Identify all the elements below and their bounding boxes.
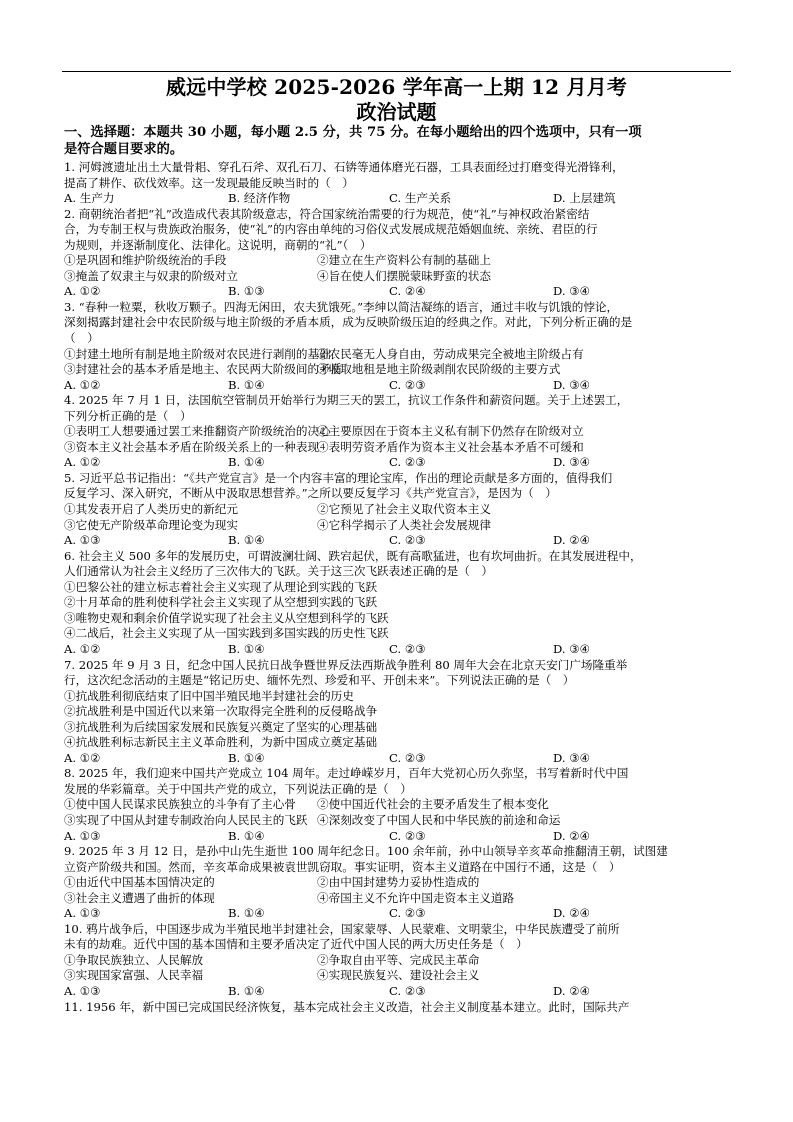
answer-choices [64, 829, 736, 845]
answer-choice-d[interactable]: D. ③④ [553, 455, 591, 470]
statement-row [64, 440, 736, 456]
statement-item: ③唯物史观和剩余价值学说实现了社会主义从空想到科学的飞跃 [64, 610, 389, 625]
statement-item: ②由中国封建势力妥协性造成的 [317, 875, 480, 890]
answer-choice-c[interactable]: C. ②③ [389, 377, 426, 392]
statement-item: ②十月革命的胜利使科学社会主义实现了从空想到实践的飞跃 [64, 595, 378, 610]
answer-choice-c[interactable]: C. ②③ [389, 641, 426, 656]
statement-row [64, 502, 736, 518]
question-3 [64, 300, 736, 393]
answer-choices [64, 191, 736, 207]
section-heading [64, 124, 736, 158]
question-stem-line: 8. 2025 年，我们迎来中国共产党成立 104 周年。走过峥嵘岁月，百年大党初心历久弥坚，书写着新时代中国 [64, 766, 629, 781]
question-2 [64, 207, 736, 300]
statement-row [64, 424, 736, 440]
question-7 [64, 658, 736, 767]
question-11 [64, 1000, 736, 1016]
statement-item: ②使中国近代社会的主要矛盾发生了根本变化 [317, 797, 549, 812]
statement-item: ③资本主义社会基本矛盾在阶级关系上的一种表现 [64, 439, 320, 454]
answer-choice-a[interactable]: A. 生产力 [64, 191, 115, 206]
statement-row [64, 626, 736, 642]
question-stem-line: 1. 河姆渡遗址出土大量骨耜、穿孔石斧、双孔石刀、石锛等通体磨光石器，工具表面经过打磨变得光滑锋利， [64, 160, 624, 174]
question-4 [64, 393, 736, 471]
statement-item: ④它科学揭示了人类社会发展规律 [317, 517, 491, 532]
answer-choice-b[interactable]: B. ①④ [228, 983, 265, 998]
answer-choice-b[interactable]: B. ①④ [228, 750, 265, 765]
statement-item: ②建立在生产资料公有制的基础上 [317, 253, 491, 268]
statement-row [64, 704, 736, 720]
answer-choices [64, 751, 736, 767]
statement-item: ③掩盖了奴隶主与奴隶的阶级对立 [64, 268, 238, 283]
question-stem-line: 立资产阶级共和国。然而，辛亥革命成果被袁世凯窃取。事实证明，资本主义道路在中国行不通，这是（ ） [64, 859, 621, 874]
statement-item: ③实现国家富强、人民幸福 [64, 968, 204, 983]
answer-choice-b[interactable]: B. ①④ [228, 377, 265, 392]
answer-choice-c[interactable]: C. ②③ [389, 455, 426, 470]
answer-choice-a[interactable]: A. ①③ [64, 906, 101, 921]
answer-choice-c[interactable]: C. ②③ [389, 983, 426, 998]
statement-item: ①表明工人想要通过罢工来推翻资产阶级统治的决心 [64, 424, 331, 439]
statement-item: ④旨在使人们摆脱蒙昧野蛮的状态 [317, 268, 491, 283]
answer-choice-c[interactable]: C. ②③ [389, 533, 426, 548]
question-stem-line: 2. 商朝统治者把“礼”改造成代表其阶级意志，符合国家统治需要的行为规范，使“礼”与神权政治紧密结 [64, 206, 590, 221]
statement-row [64, 735, 736, 751]
statement-item: ③实现了中国从封建专制政治向人民民主的飞跃 [64, 812, 308, 827]
answer-choice-a[interactable]: A. ①② [64, 377, 101, 392]
question-stem-line: 4. 2025 年 7 月 1 日，法国航空管制员开始举行为期三天的罢工，抗议工作条件和薪资问题。关于上述罢工， [64, 393, 629, 408]
answer-choice-b[interactable]: B. ①④ [228, 641, 265, 656]
statement-row [64, 347, 736, 363]
statement-item: ③抗战胜利为后续国家发展和民族复兴奠定了坚实的心理基础 [64, 719, 378, 734]
question-stem-line: 人们通常认为社会主义经历了三次伟大的飞跃。关于这三次飞跃表述正确的是（ ） [64, 564, 493, 579]
statement-row [64, 518, 736, 534]
answer-choice-d[interactable]: D. ③④ [553, 750, 591, 765]
question-stem-line: 6. 社会主义 500 多年的发展历史，可谓波澜壮阔、跌宕起伏，既有高歌猛进，也有坎坷曲折。在其发展进程中， [64, 548, 642, 563]
statement-item: ②争取自由平等、完成民主革命 [317, 952, 480, 967]
exam-title: 威远中学校 2025-2026 学年高一上期 12 月月考 [165, 75, 628, 99]
statement-row [64, 362, 736, 378]
question-list [64, 160, 736, 1015]
answer-choice-d[interactable]: D. 上层建筑 [553, 191, 616, 206]
question-stem-line: 深刻揭露封建社会中农民阶级与地主阶级的矛盾本质，成为反映阶级压迫的经典之作。对此，下列分析正确的是 [64, 315, 633, 330]
answer-choice-b[interactable]: B. ①④ [228, 533, 265, 548]
statement-item: ①抗战胜利彻底结束了旧中国半殖民地半封建社会的历史 [64, 688, 354, 703]
answer-choices [64, 378, 736, 394]
answer-choice-c[interactable]: C. ②③ [389, 906, 426, 921]
statement-row [64, 953, 736, 969]
statement-row [64, 875, 736, 891]
question-stem-line: 5. 习近平总书记指出：“《共产党宣言》是一个内容丰富的理论宝库，作出的理论贡献是多方面的，值得我们 [64, 470, 613, 485]
answer-choice-a[interactable]: A. ①② [64, 750, 101, 765]
answer-choices [64, 455, 736, 471]
section-heading-line: 是符合题目要求的。 [64, 142, 184, 157]
answer-choice-b[interactable]: B. ①④ [228, 906, 265, 921]
question-9 [64, 844, 736, 922]
statement-item: ②主要原因在于资本主义私有制下仍然存在阶级对立 [317, 424, 584, 439]
answer-choice-a[interactable]: A. ①② [64, 641, 101, 656]
statement-item: ①使中国人民谋求民族独立的斗争有了主心骨 [64, 797, 296, 812]
answer-choice-d[interactable]: D. ②④ [553, 906, 591, 921]
answer-choice-d[interactable]: D. ②④ [553, 983, 591, 998]
question-stem-line: 行，这次纪念活动的主题是“铭记历史、缅怀先烈、珍爱和平、开创未来”。下列说法正确的是（ ） [64, 673, 575, 688]
statement-row [64, 689, 736, 705]
answer-choice-a[interactable]: A. ①③ [64, 983, 101, 998]
statement-item: ①巴黎公社的建立标志着社会主义实现了从理论到实践的飞跃 [64, 579, 378, 594]
statement-item: ④实现民族复兴、建设社会主义 [317, 968, 480, 983]
statement-row [64, 611, 736, 627]
statement-item: ④帝国主义不允许中国走资本主义道路 [317, 890, 515, 905]
answer-choices [64, 642, 736, 658]
answer-choice-a[interactable]: A. ①② [64, 284, 101, 299]
question-stem-line: 3. “春种一粒粟，秋收万颗子。四海无闲田，农夫犹饿死。”李绅以简洁凝练的语言，通过丰收与饥饿的悖论， [64, 299, 619, 314]
question-5 [64, 471, 736, 549]
question-1 [64, 160, 736, 207]
question-8 [64, 766, 736, 844]
answer-choice-a[interactable]: A. ①② [64, 455, 101, 470]
statement-row [64, 720, 736, 736]
answer-choice-a[interactable]: A. ①③ [64, 828, 101, 843]
statement-item: ②它预见了社会主义取代资本主义 [317, 502, 491, 517]
statement-row [64, 968, 736, 984]
question-stem-line: 下列分析正确的是（ ） [64, 408, 192, 423]
answer-choice-b[interactable]: B. 经济作物 [228, 191, 291, 206]
question-stem-line: （ ） [64, 331, 99, 346]
statement-item: ③封建社会的基本矛盾是地主、农民两大阶级间的矛盾 [64, 362, 343, 377]
answer-choice-d[interactable]: D. ③④ [553, 641, 591, 656]
statement-row [64, 813, 736, 829]
question-stem-line: 7. 2025 年 9 月 3 日，纪念中国人民抗日战争暨世界反法西斯战争胜利 80 周年大会在北京天安门广场隆重举 [64, 657, 628, 672]
statement-item: ③它使无产阶级革命理论变为现实 [64, 517, 238, 532]
statement-item: ①封建土地所有制是地主阶级对农民进行剥削的基础 [64, 346, 331, 361]
statement-row [64, 797, 736, 813]
statement-row [64, 891, 736, 907]
answer-choices [64, 284, 736, 300]
statement-item: ②抗战胜利是中国近代以来第一次取得完全胜利的反侵略战争 [64, 704, 378, 719]
question-stem-line: 未有的劫难。近代中国的基本国情和主要矛盾决定了近代中国人民的两大历史任务是（ ） [64, 937, 528, 952]
answer-choice-c[interactable]: C. ②③ [389, 828, 426, 843]
header-rule [62, 71, 731, 72]
answer-choices [64, 906, 736, 922]
statement-item: ①争取民族独立、人民解放 [64, 952, 204, 967]
statement-item: ②农民毫无人身自由，劳动成果完全被地主阶级占有 [317, 346, 584, 361]
question-6 [64, 549, 736, 658]
exam-subtitle: 政治试题 [356, 100, 437, 124]
answer-choice-b[interactable]: B. ①③ [228, 284, 265, 299]
question-stem-line: 合，为专制王权与贵族政治服务，使“礼”的内容由单纯的习俗仪式发展成规范婚姻血统、亲统、君臣的行 [64, 222, 598, 237]
answer-choice-c[interactable]: C. ②③ [389, 750, 426, 765]
answer-choice-d[interactable]: D. ③④ [553, 377, 591, 392]
answer-choice-c[interactable]: C. ②④ [389, 284, 426, 299]
answer-choices [64, 984, 736, 1000]
statement-item: ④表明劳资矛盾作为资本主义社会基本矛盾不可缓和 [317, 439, 584, 454]
statement-item: ④收取地租是地主阶级剥削农民阶级的主要方式 [317, 362, 561, 377]
statement-item: ①由近代中国基本国情决定的 [64, 875, 215, 890]
statement-item: ④抗战胜利标志新民主主义革命胜利，为新中国成立奠定基础 [64, 735, 378, 750]
question-stem-line: 为规则，并逐渐制度化、法律化。这说明，商朝的“礼”（ ） [64, 237, 372, 252]
answer-choices [64, 533, 736, 549]
statement-item: ④二战后，社会主义实现了从一国实践到多国实践的历史性飞跃 [64, 626, 389, 641]
answer-choice-c[interactable]: C. 生产关系 [389, 191, 452, 206]
statement-item: ①是巩固和维护阶级统治的手段 [64, 253, 227, 268]
statement-row [64, 595, 736, 611]
statement-row [64, 580, 736, 596]
statement-item: ①其发表开启了人类历史的新纪元 [64, 502, 238, 517]
answer-choice-a[interactable]: A. ①③ [64, 533, 101, 548]
question-stem-line: 发展的华彩篇章。关于中国共产党的成立，下列说法正确的是（ ） [64, 781, 412, 796]
answer-choice-d[interactable]: D. ②④ [553, 533, 591, 548]
section-heading-line: 一、选择题：本题共 30 小题，每小题 2.5 分，共 75 分。在每小题给出的四个选项中，只有一项 [64, 125, 642, 140]
question-stem-line: 9. 2025 年 3 月 12 日，是孙中山先生逝世 100 周年纪念日。100 余年前，孙中山领导辛亥革命推翻清王朝，试图建 [64, 844, 668, 859]
question-10 [64, 922, 736, 1000]
answer-choice-b[interactable]: B. ①④ [228, 828, 265, 843]
statement-row [64, 253, 736, 269]
statement-row [64, 269, 736, 285]
question-stem-line: 11. 1956 年，新中国已完成国民经济恢复，基本完成社会主义改造，社会主义制度基本建立。此时，国际共产 [64, 999, 630, 1014]
answer-choice-d[interactable]: D. ③④ [553, 284, 591, 299]
answer-choice-d[interactable]: D. ②④ [553, 828, 591, 843]
statement-item: ③社会主义遭遇了曲折的体现 [64, 890, 215, 905]
question-stem-line: 反复学习、深入研究，不断从中汲取思想营养。”之所以要反复学习《共产党宣言》，是因为（ ） [64, 486, 557, 501]
question-stem-line: 提高了耕作、砍伐效率。这一发现最能反映当时的（ ） [64, 175, 354, 190]
answer-choice-b[interactable]: B. ①④ [228, 455, 265, 470]
question-stem-line: 10. 鸦片战争后，中国逐步成为半殖民地半封建社会，国家蒙辱、人民蒙难、文明蒙尘，中华民族遭受了前所 [64, 921, 620, 936]
statement-item: ④深刻改变了中国人民和中华民族的前途和命运 [317, 812, 561, 827]
